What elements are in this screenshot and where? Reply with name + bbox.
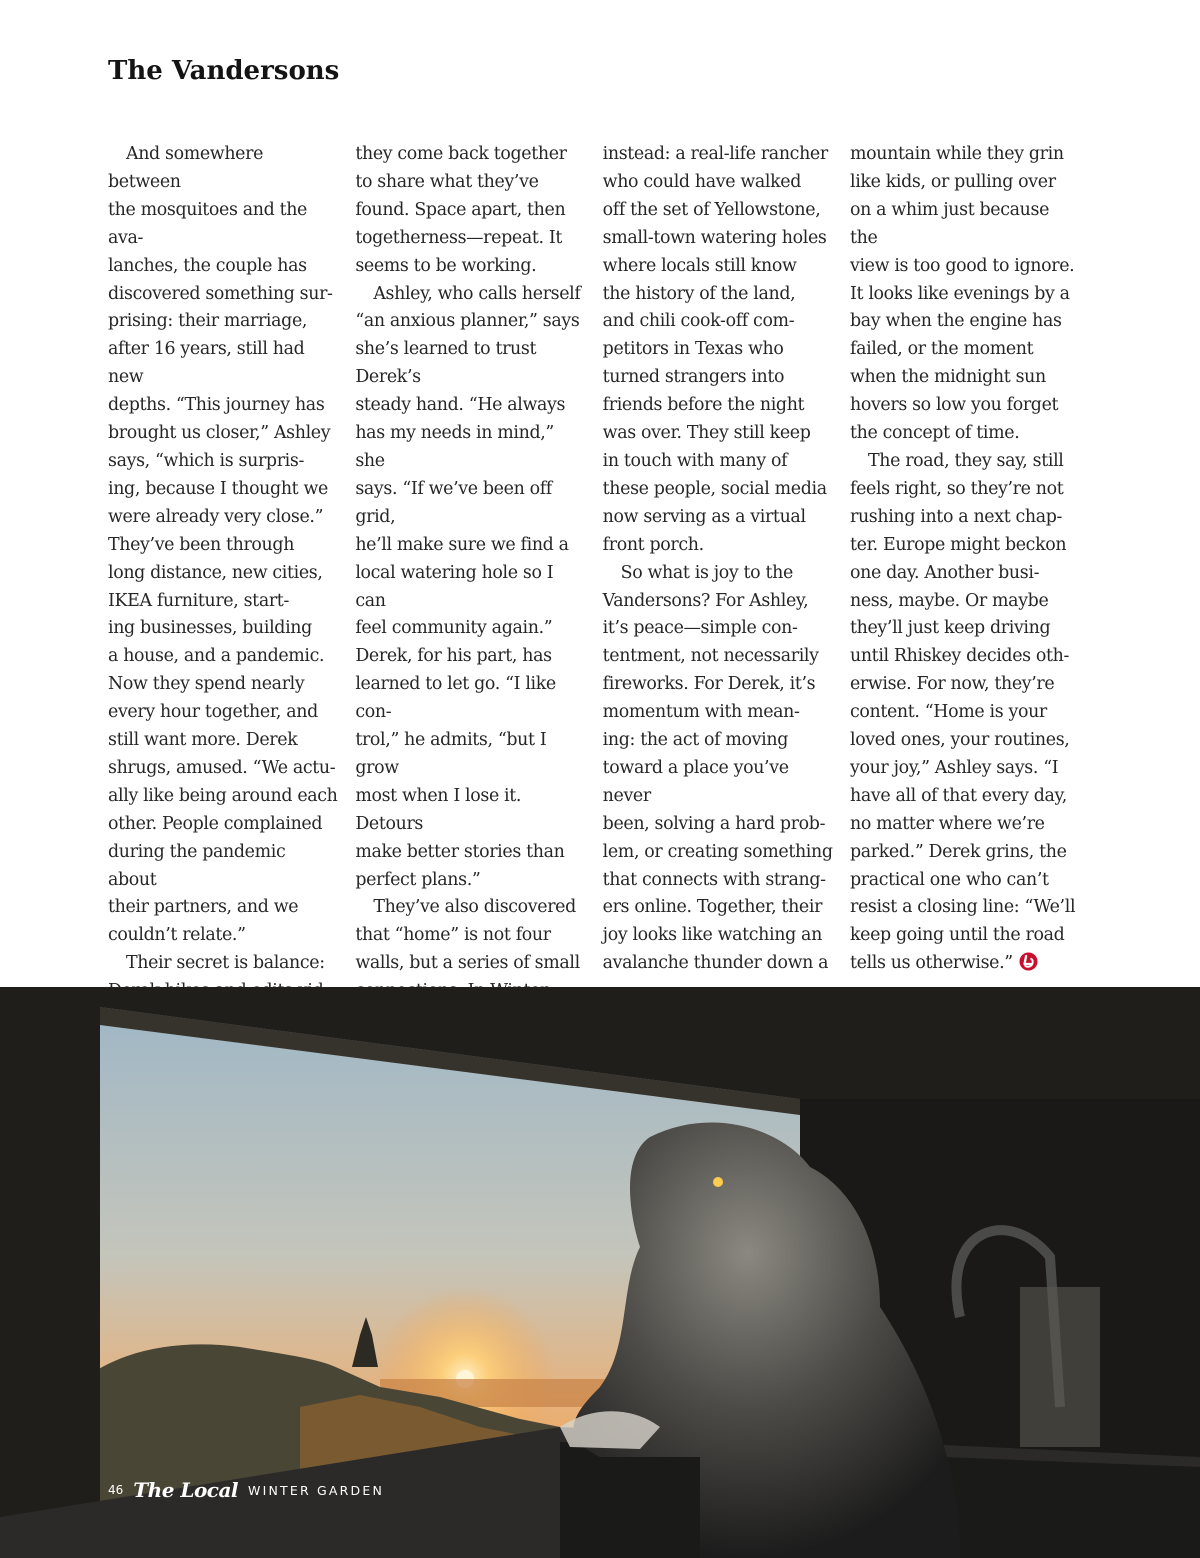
paragraph: instead: a real-life rancher who could have walked off the set of Yellowstone, small-town watering holes where locals still know the history of the land, and chili cook-off com- petitors in Texas who turned strangers into friends before the night was over. They still keep in touch with many of these people, social media now serving as a virtual front porch. (602, 144, 828, 555)
photo-illustration (0, 987, 1200, 1558)
brand-logo: The Local (133, 1478, 239, 1502)
paragraph: Ashley, who calls herself “an anxious planner,” says she’s learned to trust Derek’s steady hand. “He always has my needs in mind,” she says. “If we’ve been off grid, he’ll make sure we find a local watering hole so I can feel community again.” Derek, for his part, has learned to let go. “I like con- trol,” he admits, “but I grow most when I lose it. Detours make better stories than perfect plans.” (355, 283, 581, 890)
paragraph: mountain while they grin like kids, or pulling over on a whim just because the view is too good to ignore. It looks like evenings by a bay when the engine has failed, or the moment when the midnight sun hovers so low you forget the concept of time. (849, 144, 1075, 444)
paragraph: Their secret is balance: (126, 953, 325, 974)
paragraph: They’ve also discovered that “home” is not four walls, but a series of small (355, 897, 580, 974)
paragraph: And somewhere between the mosquitoes and the ava- lanches, the couple has discovered something sur- prising: their marriage, after 16 years, still had new depths. “This journey has brought us closer,” Ashley says, “which is surpris- ing, because I thought we were already very close.” They’ve been through long distance, new cities, IKEA furniture, start- ing businesses, building a house, and a pandemic. Now they spend nearly every hour together, and still want more. Derek shrugs, amused. “We actu- ally like being around each other. People complained during the pandemic about their partners, and we couldn’t relate.” (108, 144, 338, 946)
paragraph-text: The road, they say, still feels right, so they’re not rushing into a next chap- ter. Europe might beckon one day. Another busi- ness, maybe. Or maybe they’ll just keep driving until Rhiskey decides oth- erwise. For now, they’re content. “Home is your loved ones, your routines, your joy,” Ashley says. “I have all of that every day, no matter where we’re parked.” Derek grins, the practical one who can’t resist a closing line: “We’ll keep going until the road tells us otherwise.” (849, 450, 1076, 974)
page-number: 46 (108, 1483, 124, 1497)
page-footer (108, 1477, 384, 1503)
dog-window-sunset-photo (0, 987, 1200, 1558)
paragraph: they come back together to share what they’ve found. Space apart, then togetherness—repeat. It seems to be working. (355, 144, 567, 276)
paragraph: So what is joy to the Vandersons? For Ashley, it’s peace—simple con- tentment, not necessarily fireworks. For Derek, it’s momentum with mean- ing: the act of moving toward a place you’ve never been, solving a hard prob- lem, or creating something that connects with strang- ers online. Together, their joy looks like watching an avalanche thunder down a (602, 562, 833, 974)
article-title: The Vandersons (108, 56, 340, 86)
edition-label: WINTER GARDEN (248, 1482, 385, 1498)
end-mark-icon (1019, 952, 1038, 971)
paragraph (850, 448, 1080, 978)
